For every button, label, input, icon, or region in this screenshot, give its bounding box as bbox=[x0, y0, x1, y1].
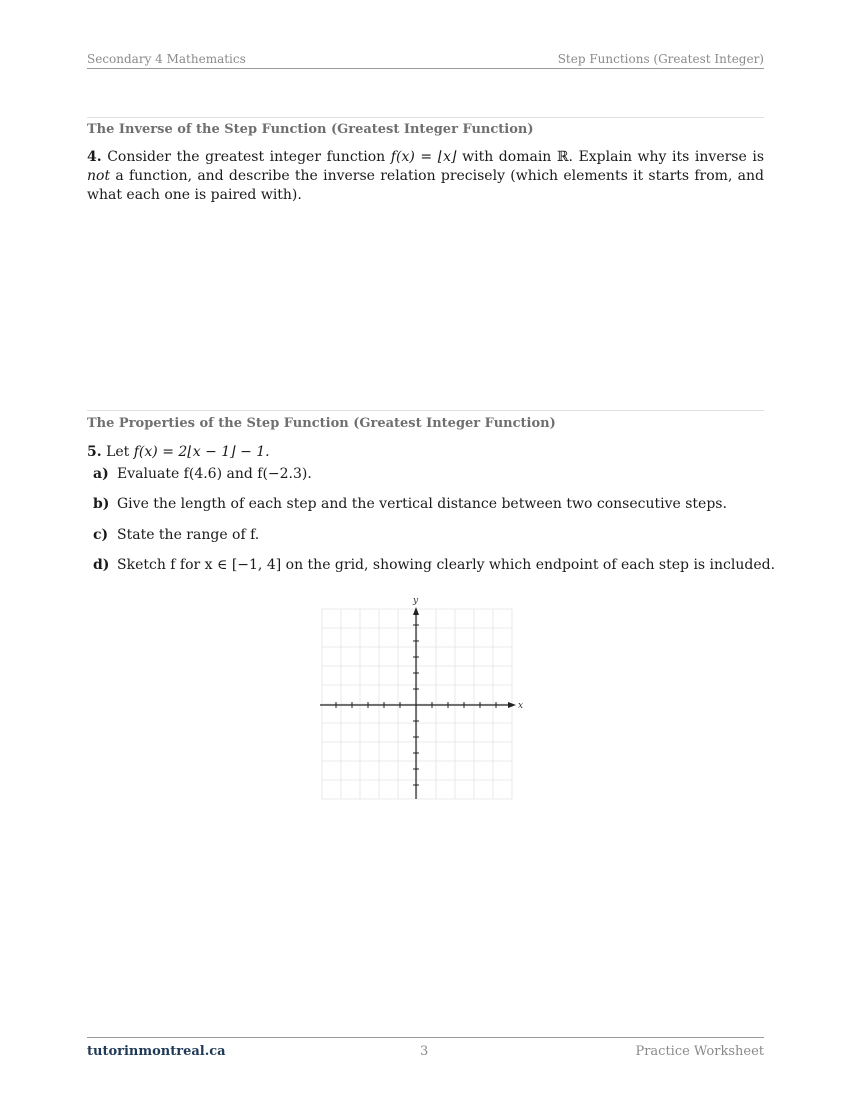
question-text: a function, and describe the inverse relation precisely (which elements it starts from, and what each one is paired with). bbox=[87, 168, 764, 203]
footer-site-link[interactable]: tutorinmontreal.ca bbox=[87, 1044, 226, 1059]
page-number: 3 bbox=[420, 1044, 429, 1059]
math-expression: f(x) = 2⌊x − 1⌋ − 1. bbox=[133, 444, 270, 460]
question-part-c bbox=[93, 527, 259, 543]
part-label: c) bbox=[93, 527, 109, 543]
math-expression: f(x) = ⌊x⌋ bbox=[390, 149, 457, 165]
header-topic: Step Functions (Greatest Integer) bbox=[557, 52, 764, 66]
part-label: a) bbox=[93, 466, 109, 482]
footer-label: Practice Worksheet bbox=[635, 1044, 764, 1059]
x-axis-label: x bbox=[518, 701, 524, 711]
question-number: 5. bbox=[87, 444, 102, 460]
part-text: Evaluate f(4.6) and f(−2.3). bbox=[117, 466, 312, 482]
question-part-b bbox=[93, 496, 727, 512]
section-divider bbox=[87, 117, 764, 118]
part-label: b) bbox=[93, 496, 110, 512]
question-4 bbox=[87, 148, 764, 205]
question-number: 4. bbox=[87, 149, 102, 165]
part-text: State the range of f. bbox=[117, 527, 260, 543]
part-text: Sketch f for x ∈ [−1, 4] on the grid, showing clearly which endpoint of each step is included. bbox=[117, 557, 776, 573]
emphasis-text: not bbox=[87, 168, 111, 184]
section-title-inverse: The Inverse of the Step Function (Greatest Integer Function) bbox=[87, 122, 534, 137]
y-axis-arrow bbox=[413, 607, 419, 615]
blank-coordinate-grid bbox=[300, 595, 540, 807]
question-intro: Let bbox=[106, 444, 134, 460]
question-part-a bbox=[93, 466, 312, 482]
part-label: d) bbox=[93, 557, 110, 573]
section-title-properties: The Properties of the Step Function (Greatest Integer Function) bbox=[87, 416, 556, 431]
section-divider bbox=[87, 410, 764, 411]
question-text: Consider the greatest integer function bbox=[107, 149, 391, 165]
y-axis-label: y bbox=[413, 596, 419, 606]
question-part-d bbox=[93, 557, 775, 573]
grid-lines bbox=[322, 609, 512, 799]
page-footer bbox=[87, 1037, 764, 1062]
question-text: with domain ℝ. Explain why its inverse is bbox=[456, 149, 765, 165]
page-header bbox=[87, 50, 764, 69]
part-text: Give the length of each step and the vertical distance between two consecutive steps. bbox=[117, 496, 727, 512]
question-5 bbox=[87, 443, 764, 462]
header-course: Secondary 4 Mathematics bbox=[87, 52, 246, 66]
